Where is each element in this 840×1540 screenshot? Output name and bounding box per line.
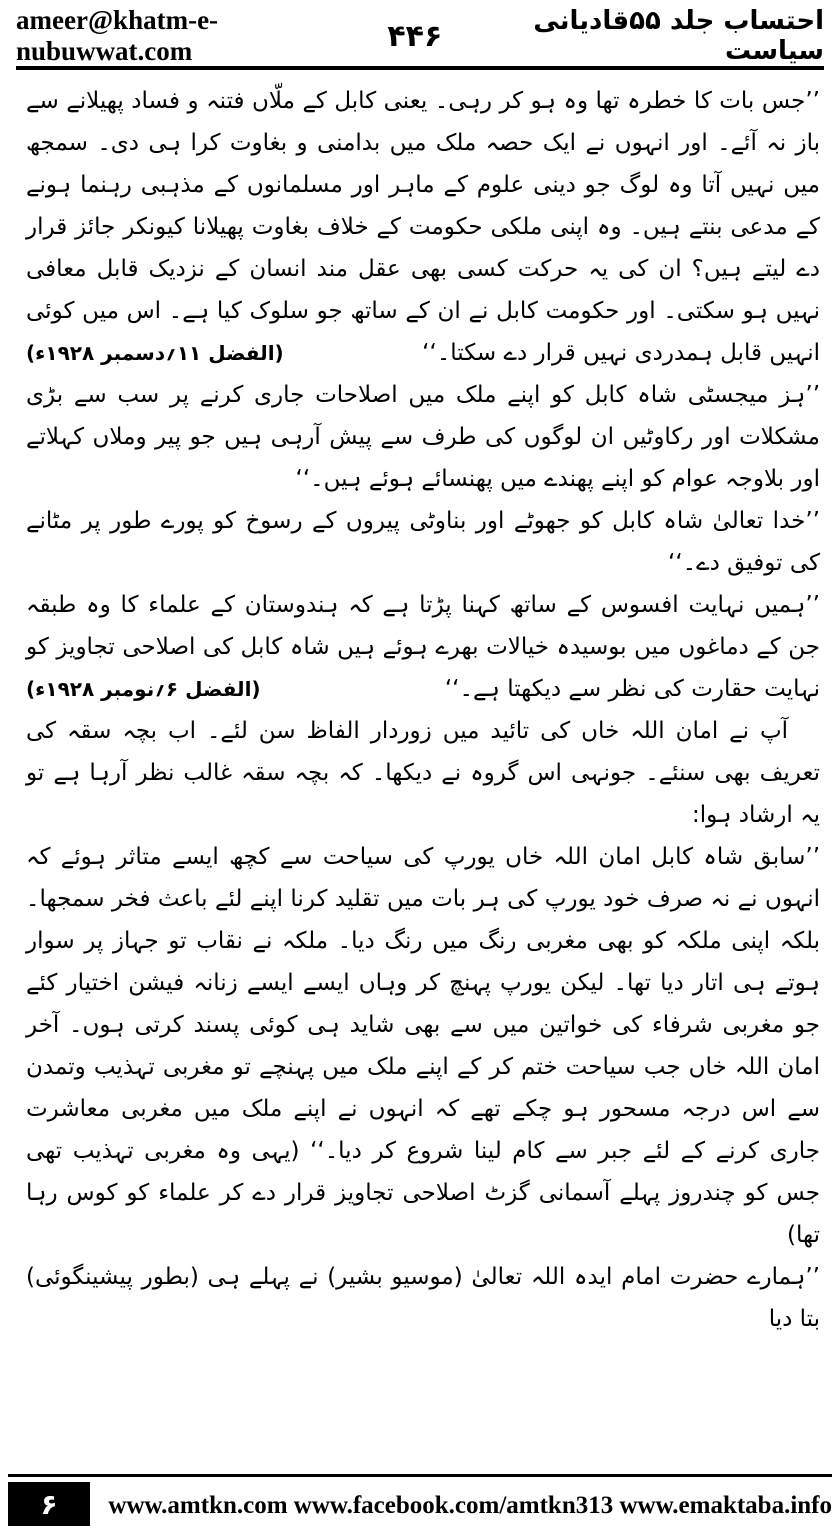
paragraph [26, 1256, 820, 1340]
paragraph-text: آپ نے امان اللہ خاں کی تائید میں زوردار الفاظ سن لئے۔ اب بچہ سقہ کی تعریف بھی سنئے۔ جونہی اس گروہ نے دیکھا۔ کہ بچہ سقہ غالب نظر آرہا ہے تو یہ ارشاد ہوا: [26, 718, 820, 828]
paragraph [26, 584, 820, 710]
paragraph [26, 710, 820, 836]
page-footer [8, 1474, 832, 1532]
page-header [16, 5, 824, 66]
page-number: ۴۴۶ [387, 18, 443, 54]
paragraph-text: ’’خدا تعالیٰ شاہ کابل کو جھوٹے اور بناوٹی پیروں کے رسوخ کو پورے طور پر مٹانے کی توفیق دے۔‘‘ [26, 508, 820, 576]
paragraph-text: ’’سابق شاہ کابل امان اللہ خاں یورپ کی سیاحت سے کچھ ایسے متاثر ہوئے کہ انہوں نے نہ صرف خود یورپ کی ہر بات میں تقلید کرنا اپنے لئے باعث فخر سمجھا۔ بلکہ اپنی ملکہ کو بھی مغربی رنگ میں رنگ دیا۔ ملکہ نے نقاب تو جہاز پر سوار ہوتے ہی اتار دیا تھا۔ لیکن یورپ پہنچ کر وہاں ایسے ایسے زنانہ فیشن اختیار کئے جو مغربی شرفاء کی خواتین میں سے بھی شاید ہی کوئی پسند کرتی ہوں۔ آخر امان اللہ خاں جب سیاحت ختم کر کے اپنے ملک میں پہنچے تو مغربی تہذیب وتمدن سے اس درجہ مسحور ہو چکے تھے کہ انہوں نے اپنے ملک میں مغربی معاشرت جاری کرنے کے لئے جبر سے کام لینا شروع کر دیا۔‘‘ (یہی وہ مغربی تہذیب تھی جس کو چندروز پہلے آسمانی گزٹ اصلاحی تجاویز قرار دے کر علماء کو کوس رہا تھا) [26, 844, 820, 1248]
footer-links: www.amtkn.com www.facebook.com/amtkn313 www.emaktaba.info [108, 1492, 832, 1519]
citation: (الفضل ۶؍نومبر ۱۹۲۸ء) [26, 677, 261, 701]
paragraph [26, 500, 820, 584]
citation: (الفضل ۱۱؍دسمبر ۱۹۲۸ء) [26, 341, 284, 365]
book-title: احتساب جلد ۵۵قادیانی سیاست [533, 6, 824, 66]
footer-divider [8, 1474, 832, 1477]
page-body [26, 80, 820, 1445]
paragraph-text: ’’ہز میجسٹی شاہ کابل کو اپنے ملک میں اصلاحات جاری کرنے پر سب سے بڑی مشکلات اور رکاوٹیں ان لوگوں کی طرف سے پیش آرہی ہیں جو پیر وملاں کہلاتے اور بلاوجہ عوام کو اپنے پھندے میں پھنسائے ہوئے ہیں۔‘‘ [26, 382, 820, 492]
header-email: ameer@khatm-e-nubuwwat.com [16, 5, 219, 66]
header-divider [16, 66, 824, 70]
paragraph-text: ’’ہمارے حضرت امام ایدہ اللہ تعالیٰ (موسیو بشیر) نے پہلے ہی (بطور پیشینگوئی) بتا دیا [26, 1264, 820, 1332]
paragraph [26, 80, 820, 374]
paragraph [26, 374, 820, 500]
header-left [16, 5, 442, 67]
paragraph-text: ’’جس بات کا خطرہ تھا وہ ہو کر رہی۔ یعنی کابل کے ملّاں فتنہ و فساد پھیلانے سے باز نہ آئے۔ اور انہوں نے ایک حصہ ملک میں بدامنی و بغاوت کرا ہی دی۔ سمجھ میں نہیں آتا وہ لوگ جو دینی علوم کے ماہر اور مسلمانوں کے مذہبی رہنما ہونے کے مدعی بنتے ہیں۔ وہ اپنی ملکی حکومت کے خلاف بغاوت پھیلانا کیونکر جائز قرار دے لیتے ہیں؟ ان کی یہ حرکت کسی بھی عقل مند انسان کے نزدیک قابل معافی نہیں ہو سکتی۔ اور حکومت کابل نے ان کے ساتھ جو سلوک کیا ہے۔ اس میں کوئی انہیں قابل ہمدردی نہیں قرار دے سکتا۔‘‘ [26, 88, 820, 366]
paragraph [26, 836, 820, 1256]
paragraph-text: ’’ہمیں نہایت افسوس کے ساتھ کہنا پڑتا ہے کہ ہندوستان کے علماء کا وہ طبقہ جن کے دماغوں میں بوسیدہ خیالات بھرے ہوئے ہیں شاہ کابل کی اصلاحی تجاویز کو نہایت حقارت کی نظر سے دیکھتا ہے۔‘‘ [26, 592, 820, 702]
footer-page-label: ۶ [8, 1482, 90, 1526]
